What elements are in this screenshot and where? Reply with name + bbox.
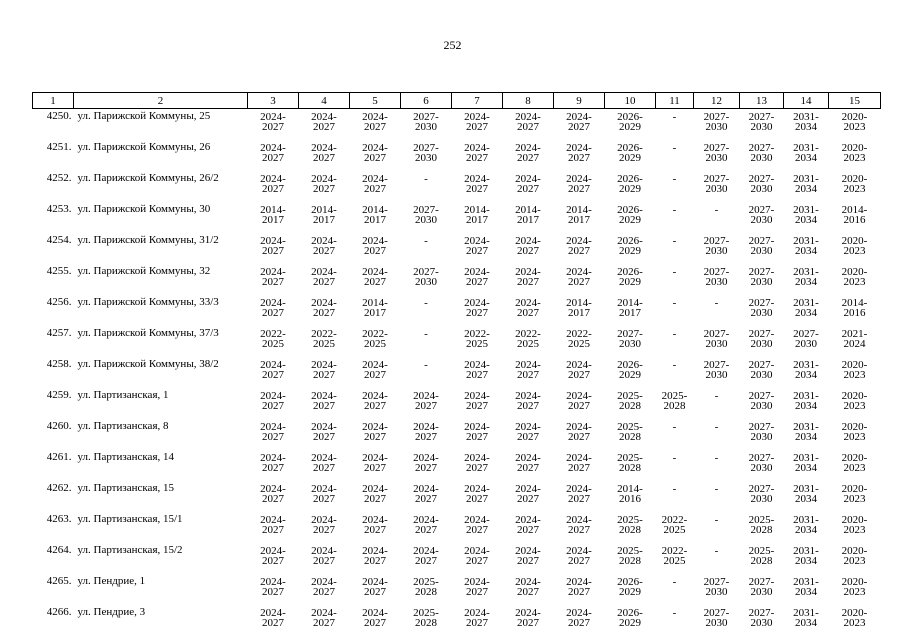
period-cell: 2014- 2017	[566, 297, 592, 319]
column-header-4: 4	[299, 93, 350, 109]
period-cell: 2024- 2027	[362, 390, 388, 412]
period-cell: 2027- 2030	[748, 328, 775, 350]
period-cell: 2022- 2025	[311, 328, 337, 350]
column-header-14: 14	[784, 93, 829, 109]
period-cell: 2024- 2027	[260, 607, 286, 629]
row-number: 4252.	[46, 172, 72, 184]
period-cell: 2020- 2023	[841, 266, 868, 288]
period-cell: 2022- 2025	[661, 545, 688, 567]
period-cell: 2024- 2027	[311, 576, 337, 598]
column-header-2: 2	[74, 93, 248, 109]
period-cell: -	[672, 483, 677, 495]
period-cell: 2025- 2028	[748, 545, 775, 567]
period-cell: 2024- 2027	[566, 111, 592, 133]
period-cell: 2024- 2027	[566, 514, 592, 536]
period-cell: 2024- 2027	[311, 452, 337, 474]
period-cell: 2024- 2027	[515, 576, 541, 598]
period-cell: 2024- 2027	[260, 576, 286, 598]
period-cell: 2031- 2034	[793, 576, 819, 598]
period-cell: 2027- 2030	[413, 266, 439, 288]
period-cell: -	[714, 421, 719, 433]
period-cell: 2014- 2016	[841, 297, 868, 319]
period-cell: -	[714, 514, 719, 526]
period-cell: 2024- 2027	[566, 173, 592, 195]
period-cell: 2024- 2027	[464, 142, 490, 164]
period-cell: 2027- 2030	[748, 421, 775, 443]
address-cell: ул. Партизанская, 14	[77, 451, 174, 463]
period-cell: -	[672, 297, 677, 309]
page-number: 252	[443, 38, 462, 52]
period-cell: -	[672, 607, 677, 619]
period-cell: 2024- 2027	[311, 483, 337, 505]
period-cell: -	[714, 390, 719, 402]
period-cell: 2027- 2030	[617, 328, 643, 350]
table-row	[33, 605, 881, 636]
table-row	[33, 512, 881, 543]
address-cell: ул. Партизанская, 1	[77, 389, 169, 401]
row-number: 4262.	[46, 482, 72, 494]
period-cell: 2024- 2027	[260, 545, 286, 567]
period-cell: 2027- 2030	[703, 266, 730, 288]
period-cell: 2024- 2027	[515, 297, 541, 319]
period-cell: 2026- 2029	[617, 576, 643, 598]
period-cell: 2022- 2025	[362, 328, 388, 350]
period-cell: 2020- 2023	[841, 452, 868, 474]
period-cell: 2024- 2027	[362, 545, 388, 567]
period-cell: -	[672, 452, 677, 464]
period-cell: 2020- 2023	[841, 514, 868, 536]
period-cell: 2024- 2027	[260, 452, 286, 474]
period-cell: 2024- 2027	[464, 359, 490, 381]
period-cell: 2020- 2023	[841, 359, 868, 381]
period-cell: 2024- 2027	[413, 452, 439, 474]
address-cell: ул. Парижской Коммуны, 25	[77, 110, 211, 122]
period-cell: 2024- 2027	[515, 142, 541, 164]
period-cell: 2014- 2017	[362, 297, 388, 319]
table-row	[33, 233, 881, 264]
row-number: 4265.	[46, 575, 72, 587]
period-cell: 2026- 2029	[617, 111, 643, 133]
period-cell: 2027- 2030	[748, 142, 775, 164]
period-cell: -	[714, 483, 719, 495]
period-cell: 2027- 2030	[703, 235, 730, 257]
column-header-6: 6	[401, 93, 452, 109]
period-cell: -	[424, 235, 428, 247]
period-cell: 2031- 2034	[793, 483, 819, 505]
period-cell: 2026- 2029	[617, 359, 643, 381]
period-cell: 2024- 2027	[566, 421, 592, 443]
period-cell: 2024- 2027	[515, 607, 541, 629]
column-header-10: 10	[605, 93, 656, 109]
period-cell: 2014- 2016	[841, 204, 868, 226]
row-number: 4264.	[46, 544, 72, 556]
period-cell: 2025- 2028	[617, 390, 643, 412]
table-row	[33, 140, 881, 171]
period-cell: 2026- 2029	[617, 173, 643, 195]
period-cell: 2024- 2027	[362, 483, 388, 505]
period-cell: 2024- 2027	[311, 111, 337, 133]
period-cell: 2024- 2027	[362, 514, 388, 536]
period-cell: 2027- 2030	[748, 390, 775, 412]
period-cell: 2014- 2017	[617, 297, 643, 319]
period-cell: 2024- 2027	[464, 483, 490, 505]
period-cell: 2024- 2027	[260, 390, 286, 412]
period-cell: 2031- 2034	[793, 452, 819, 474]
period-cell: 2024- 2027	[362, 421, 388, 443]
period-cell: 2024- 2027	[362, 359, 388, 381]
period-cell: 2024- 2027	[311, 235, 337, 257]
period-cell: 2025- 2028	[617, 421, 643, 443]
address-cell: ул. Партизанская, 8	[77, 420, 169, 432]
row-number: 4257.	[46, 327, 72, 339]
table-body	[33, 109, 881, 637]
address-cell: ул. Парижской Коммуны, 26	[77, 141, 211, 153]
period-cell: 2020- 2023	[841, 235, 868, 257]
period-cell: 2027- 2030	[413, 142, 439, 164]
row-number: 4260.	[46, 420, 72, 432]
address-cell: ул. Партизанская, 15/1	[77, 513, 183, 525]
period-cell: 2024- 2027	[566, 607, 592, 629]
period-cell: 2024- 2027	[362, 173, 388, 195]
row-number: 4258.	[46, 358, 72, 370]
address-cell: ул. Парижской Коммуны, 30	[77, 203, 211, 215]
period-cell: 2024- 2027	[464, 235, 490, 257]
period-cell: 2031- 2034	[793, 266, 819, 288]
period-cell: 2024- 2027	[311, 297, 337, 319]
address-cell: ул. Пендрие, 1	[77, 575, 146, 587]
period-cell: 2025- 2028	[617, 452, 643, 474]
address-cell: ул. Пендрие, 3	[77, 606, 146, 618]
period-cell: 2024- 2027	[362, 235, 388, 257]
period-cell: 2025- 2028	[617, 514, 643, 536]
row-number: 4254.	[46, 234, 72, 246]
period-cell: 2020- 2023	[841, 421, 868, 443]
period-cell: 2031- 2034	[793, 607, 819, 629]
period-cell: 2027- 2030	[793, 328, 819, 350]
period-cell: -	[424, 359, 428, 371]
period-cell: 2021- 2024	[841, 328, 868, 350]
table-row	[33, 543, 881, 574]
period-cell: 2024- 2027	[311, 390, 337, 412]
period-cell: 2024- 2027	[464, 173, 490, 195]
period-cell: 2031- 2034	[793, 359, 819, 381]
period-cell: 2025- 2028	[661, 390, 688, 412]
row-number: 4255.	[46, 265, 72, 277]
period-cell: 2014- 2017	[566, 204, 592, 226]
period-cell: 2025- 2028	[413, 607, 439, 629]
address-cell: ул. Парижской Коммуны, 38/2	[77, 358, 219, 370]
column-header-8: 8	[503, 93, 554, 109]
period-cell: 2026- 2029	[617, 235, 643, 257]
period-cell: 2026- 2029	[617, 142, 643, 164]
period-cell: 2024- 2027	[260, 142, 286, 164]
period-cell: 2027- 2030	[703, 359, 730, 381]
period-cell: 2020- 2023	[841, 390, 868, 412]
period-cell: 2020- 2023	[841, 576, 868, 598]
period-cell: -	[714, 297, 719, 309]
period-cell: 2027- 2030	[703, 142, 730, 164]
period-cell: 2027- 2030	[748, 576, 775, 598]
period-cell: -	[672, 111, 677, 123]
row-number: 4251.	[46, 141, 72, 153]
column-header-3: 3	[248, 93, 299, 109]
period-cell: 2014- 2017	[464, 204, 490, 226]
address-cell: ул. Парижской Коммуны, 31/2	[77, 234, 219, 246]
period-cell: 2024- 2027	[311, 607, 337, 629]
period-cell: 2024- 2027	[464, 421, 490, 443]
address-cell: ул. Парижской Коммуны, 33/3	[77, 296, 219, 308]
row-number: 4266.	[46, 606, 72, 618]
period-cell: -	[672, 204, 677, 216]
period-cell: -	[672, 328, 677, 340]
period-cell: 2031- 2034	[793, 421, 819, 443]
address-cell: ул. Парижской Коммуны, 32	[77, 265, 211, 277]
period-cell: 2024- 2027	[515, 514, 541, 536]
period-cell: 2024- 2027	[311, 266, 337, 288]
period-cell: 2024- 2027	[515, 111, 541, 133]
period-cell: 2022- 2025	[464, 328, 490, 350]
row-number: 4263.	[46, 513, 72, 525]
period-cell: 2024- 2027	[515, 359, 541, 381]
row-number: 4253.	[46, 203, 72, 215]
period-cell: 2027- 2030	[748, 297, 775, 319]
period-cell: 2027- 2030	[748, 266, 775, 288]
table-row	[33, 264, 881, 295]
period-cell: 2024- 2027	[311, 421, 337, 443]
period-cell: 2025- 2028	[617, 545, 643, 567]
table-row	[33, 388, 881, 419]
period-cell: -	[424, 328, 428, 340]
period-cell: 2024- 2027	[566, 452, 592, 474]
address-cell: ул. Парижской Коммуны, 26/2	[77, 172, 219, 184]
table-row	[33, 357, 881, 388]
period-cell: 2024- 2027	[464, 297, 490, 319]
period-cell: 2027- 2030	[703, 173, 730, 195]
period-cell: 2027- 2030	[703, 607, 730, 629]
period-cell: 2020- 2023	[841, 142, 868, 164]
period-cell: -	[714, 545, 719, 557]
period-cell: 2024- 2027	[260, 483, 286, 505]
period-cell: 2024- 2027	[566, 359, 592, 381]
period-cell: 2027- 2030	[703, 328, 730, 350]
period-cell: 2024- 2027	[464, 390, 490, 412]
period-cell: 2024- 2027	[311, 173, 337, 195]
period-cell: -	[714, 204, 719, 216]
period-cell: 2027- 2030	[703, 111, 730, 133]
period-cell: 2022- 2025	[566, 328, 592, 350]
period-cell: 2024- 2027	[566, 483, 592, 505]
period-cell: 2024- 2027	[260, 297, 286, 319]
period-cell: 2024- 2027	[464, 545, 490, 567]
period-cell: 2027- 2030	[748, 235, 775, 257]
column-header-12: 12	[694, 93, 740, 109]
period-cell: 2024- 2027	[566, 142, 592, 164]
table-row	[33, 419, 881, 450]
table-row	[33, 171, 881, 202]
table-header-row	[33, 93, 881, 109]
period-cell: 2014- 2017	[515, 204, 541, 226]
table-row	[33, 202, 881, 233]
period-cell: 2014- 2016	[617, 483, 643, 505]
period-cell: -	[424, 173, 428, 185]
period-cell: 2024- 2027	[260, 359, 286, 381]
period-cell: -	[672, 266, 677, 278]
period-cell: -	[714, 452, 719, 464]
period-cell: 2024- 2027	[260, 111, 286, 133]
period-cell: 2026- 2029	[617, 204, 643, 226]
period-cell: 2020- 2023	[841, 545, 868, 567]
period-cell: 2022- 2025	[515, 328, 541, 350]
period-cell: 2024- 2027	[311, 359, 337, 381]
period-cell: -	[672, 421, 677, 433]
period-cell: 2024- 2027	[362, 266, 388, 288]
period-cell: 2024- 2027	[464, 266, 490, 288]
period-cell: -	[672, 173, 677, 185]
column-header-7: 7	[452, 93, 503, 109]
period-cell: 2027- 2030	[748, 111, 775, 133]
period-cell: 2014- 2017	[362, 204, 388, 226]
period-cell: 2024- 2027	[260, 266, 286, 288]
period-cell: 2024- 2027	[464, 514, 490, 536]
address-cell: ул. Парижской Коммуны, 37/3	[77, 327, 219, 339]
period-cell: 2024- 2027	[311, 142, 337, 164]
period-cell: 2014- 2017	[311, 204, 337, 226]
period-cell: 2024- 2027	[515, 235, 541, 257]
table-row	[33, 326, 881, 357]
period-cell: 2027- 2030	[748, 173, 775, 195]
period-cell: 2024- 2027	[464, 452, 490, 474]
period-cell: 2027- 2030	[748, 204, 775, 226]
period-cell: 2026- 2029	[617, 266, 643, 288]
period-cell: 2024- 2027	[413, 421, 439, 443]
period-cell: 2024- 2027	[311, 514, 337, 536]
column-header-1: 1	[33, 93, 74, 109]
column-header-11: 11	[656, 93, 694, 109]
table-row	[33, 481, 881, 512]
column-header-13: 13	[740, 93, 784, 109]
period-cell: 2024- 2027	[311, 545, 337, 567]
table-row	[33, 450, 881, 481]
period-cell: 2031- 2034	[793, 173, 819, 195]
period-cell: 2031- 2034	[793, 297, 819, 319]
period-cell: 2027- 2030	[703, 576, 730, 598]
period-cell: 2020- 2023	[841, 111, 868, 133]
period-cell: 2024- 2027	[362, 576, 388, 598]
period-cell: 2025- 2028	[413, 576, 439, 598]
period-cell: 2024- 2027	[464, 607, 490, 629]
period-cell: 2031- 2034	[793, 545, 819, 567]
period-cell: 2027- 2030	[748, 607, 775, 629]
period-cell: 2027- 2030	[748, 483, 775, 505]
period-cell: 2024- 2027	[413, 483, 439, 505]
period-cell: 2031- 2034	[793, 235, 819, 257]
period-cell: 2024- 2027	[362, 452, 388, 474]
period-cell: 2024- 2027	[362, 111, 388, 133]
period-cell: -	[672, 235, 677, 247]
period-cell: 2020- 2023	[841, 607, 868, 629]
period-cell: 2024- 2027	[362, 607, 388, 629]
row-number: 4256.	[46, 296, 72, 308]
period-cell: 2024- 2027	[566, 266, 592, 288]
period-cell: 2024- 2027	[515, 173, 541, 195]
period-cell: 2024- 2027	[413, 390, 439, 412]
column-header-5: 5	[350, 93, 401, 109]
period-cell: 2024- 2027	[515, 452, 541, 474]
period-cell: 2022- 2025	[661, 514, 688, 536]
table-row	[33, 109, 881, 141]
column-header-9: 9	[554, 93, 605, 109]
row-number: 4261.	[46, 451, 72, 463]
period-cell: 2024- 2027	[515, 266, 541, 288]
period-cell: 2024- 2027	[260, 421, 286, 443]
period-cell: 2027- 2030	[413, 111, 439, 133]
address-cell: ул. Партизанская, 15	[77, 482, 174, 494]
period-cell: 2020- 2023	[841, 173, 868, 195]
period-cell: 2024- 2027	[362, 142, 388, 164]
period-cell: 2024- 2027	[260, 235, 286, 257]
period-cell: 2024- 2027	[566, 390, 592, 412]
period-cell: -	[672, 359, 677, 371]
period-cell: -	[424, 297, 428, 309]
period-cell: 2024- 2027	[515, 545, 541, 567]
period-cell: 2024- 2027	[464, 576, 490, 598]
period-cell: 2027- 2030	[413, 204, 439, 226]
period-cell: -	[672, 142, 677, 154]
period-cell: 2031- 2034	[793, 390, 819, 412]
row-number: 4259.	[46, 389, 72, 401]
period-cell: 2027- 2030	[748, 359, 775, 381]
period-cell: 2024- 2027	[413, 545, 439, 567]
period-cell: 2022- 2025	[260, 328, 286, 350]
period-cell: -	[672, 576, 677, 588]
period-cell: 2024- 2027	[566, 576, 592, 598]
period-cell: 2027- 2030	[748, 452, 775, 474]
period-cell: 2014- 2017	[260, 204, 286, 226]
table-row	[33, 295, 881, 326]
period-cell: 2024- 2027	[260, 514, 286, 536]
period-cell: 2024- 2027	[464, 111, 490, 133]
period-cell: 2025- 2028	[748, 514, 775, 536]
period-cell: 2024- 2027	[260, 173, 286, 195]
period-cell: 2024- 2027	[413, 514, 439, 536]
period-cell: 2020- 2023	[841, 483, 868, 505]
column-header-15: 15	[829, 93, 881, 109]
table-row	[33, 574, 881, 605]
period-cell: 2026- 2029	[617, 607, 643, 629]
period-cell: 2024- 2027	[566, 235, 592, 257]
period-cell: 2031- 2034	[793, 142, 819, 164]
schedule-table	[32, 92, 881, 636]
address-cell: ул. Партизанская, 15/2	[77, 544, 183, 556]
period-cell: 2024- 2027	[566, 545, 592, 567]
period-cell: 2031- 2034	[793, 111, 819, 133]
row-number: 4250.	[46, 110, 72, 122]
period-cell: 2024- 2027	[515, 421, 541, 443]
period-cell: 2024- 2027	[515, 483, 541, 505]
period-cell: 2031- 2034	[793, 204, 819, 226]
period-cell: 2024- 2027	[515, 390, 541, 412]
period-cell: 2031- 2034	[793, 514, 819, 536]
